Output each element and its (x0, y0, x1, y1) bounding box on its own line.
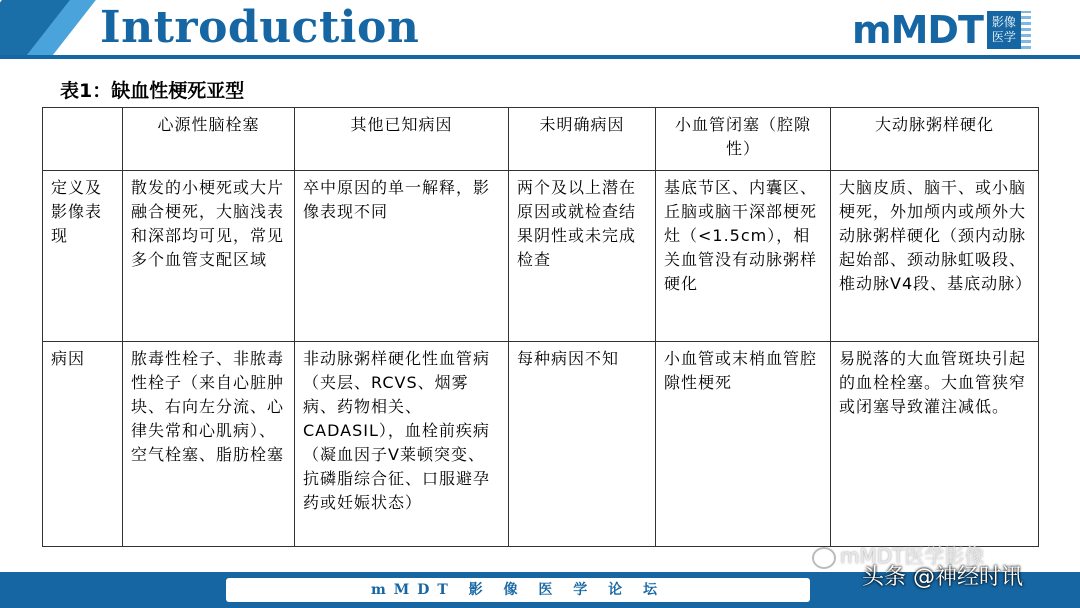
header-cell (43, 108, 123, 171)
footer-bar-text: mMDT 影 像 医 学 论 坛 (226, 578, 810, 602)
header-cell: 大动脉粥样硬化 (831, 108, 1039, 171)
table-cell: 大脑皮质、脑干、或小脑梗死，外加颅内或颅外大动脉粥样硬化（颈内动脉起始部、颈动脉虹吸段、椎动脉V4段、基底动脉） (831, 171, 1039, 342)
logo-grid-decoration (1021, 11, 1031, 49)
logo-badge-line1: 影像 (991, 15, 1016, 29)
logo-badge-line2: 医学 (991, 30, 1016, 44)
header-cell: 其他已知病因 (295, 108, 509, 171)
table-cell: 易脱落的大血管斑块引起的血栓栓塞。大血管狭窄或闭塞导致灌注减低。 (831, 342, 1039, 547)
table-cell: 每种病因不知 (509, 342, 656, 547)
table-cell: 非动脉粥样硬化性血管病（夹层、RCVS、烟雾病、药物相关、CADASIL），血栓前疾病（凝血因子V莱顿突变、抗磷脂综合征、口服避孕药或妊娠状态） (295, 342, 509, 547)
ischemic-stroke-subtype-table (42, 107, 1039, 547)
table-cell: 小血管或末梢血管腔隙性梗死 (656, 342, 831, 547)
table-caption: 表1：缺血性梗死亚型 (60, 80, 245, 102)
slide-header (0, 0, 1080, 58)
table-row (43, 342, 1039, 547)
row-label: 病因 (43, 342, 123, 547)
table-cell: 两个及以上潜在原因或就检查结果阴性或未完成检查 (509, 171, 656, 342)
wechat-icon (812, 547, 836, 569)
table-header-row (43, 108, 1039, 171)
header-cell: 未明确病因 (509, 108, 656, 171)
logo-text: mMDT (852, 8, 983, 52)
watermark-text: mMDT医学影像 (840, 544, 985, 568)
header-cell: 心源性脑栓塞 (123, 108, 295, 171)
mmdt-logo (852, 8, 1021, 52)
table-cell: 卒中原因的单一解释，影像表现不同 (295, 171, 509, 342)
table-cell: 基底节区、内囊区、丘脑或脑干深部梗死灶（<1.5cm），相关血管没有动脉粥样硬化 (656, 171, 831, 342)
table-row (43, 171, 1039, 342)
source-credit: 头条 @神经时讯 (862, 565, 1023, 590)
logo-badge (987, 11, 1021, 49)
row-label: 定义及影像表现 (43, 171, 123, 342)
table-cell: 脓毒性栓子、非脓毒性栓子（来自心脏肿块、右向左分流、心律失常和心肌病）、空气栓塞、脂肪栓塞 (123, 342, 295, 547)
header-cell: 小血管闭塞（腔隙性） (656, 108, 831, 171)
table-cell: 散发的小梗死或大片融合梗死，大脑浅表和深部均可见，常见多个血管支配区域 (123, 171, 295, 342)
header-rule (0, 55, 1080, 59)
slide-title: Introduction (100, 2, 420, 53)
